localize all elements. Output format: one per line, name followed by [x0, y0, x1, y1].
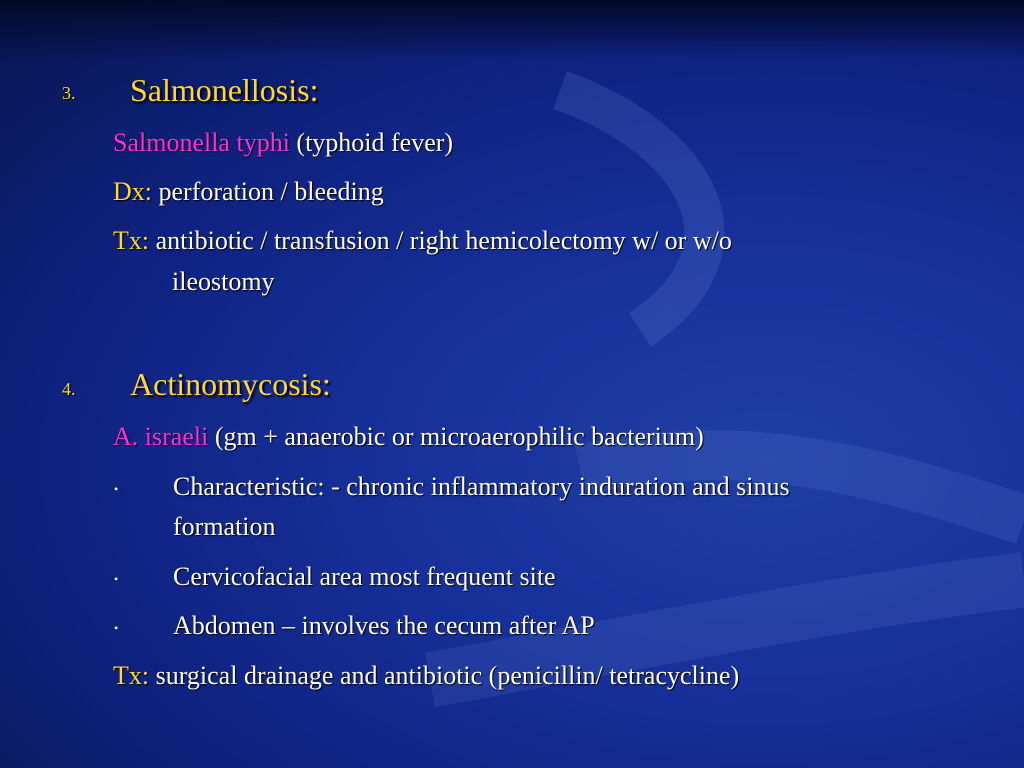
organism-note: (gm + anaerobic or microaerophilic bacterium): [208, 422, 704, 451]
dx-text: perforation / bleeding: [152, 177, 384, 206]
organism-note: (typhoid fever): [289, 128, 454, 157]
tx-text: surgical drainage and antibiotic (penicillin/ tetracycline): [149, 661, 740, 690]
bullet-icon: •: [114, 572, 119, 586]
bullet-characteristic-continued: formation: [173, 512, 276, 541]
tx-text: antibiotic / transfusion / right hemicolectomy w/ or w/o: [149, 226, 732, 255]
item-number-3: 3.: [62, 83, 76, 103]
dx-line: [113, 177, 384, 207]
tx-line-salmonella-continued: ileostomy: [172, 267, 275, 296]
bullet-characteristic: Characteristic: - chronic inflammatory induration and sinus: [173, 472, 790, 501]
bullet-cervicofacial: Cervicofacial area most frequent site: [173, 562, 556, 591]
organism-name: A. israeli: [113, 422, 209, 451]
item-number-4: 4.: [62, 379, 76, 399]
bullet-abdomen: Abdomen – involves the cecum after AP: [173, 611, 595, 640]
tx-label: Tx:: [113, 226, 150, 255]
heading-salmonellosis: Salmonellosis:: [130, 72, 319, 108]
tx-label: Tx:: [113, 661, 150, 690]
tx-line-actinomycosis: [113, 661, 739, 691]
bullet-icon: •: [114, 482, 119, 496]
organism-line-salmonella: [113, 128, 453, 158]
organism-line-actinomyces: [113, 422, 704, 452]
organism-name: Salmonella typhi: [113, 128, 290, 157]
tx-line-salmonella: [113, 226, 732, 256]
bullet-icon: •: [114, 621, 119, 635]
heading-actinomycosis: Actinomycosis:: [130, 366, 331, 402]
dx-label: Dx:: [113, 177, 152, 206]
